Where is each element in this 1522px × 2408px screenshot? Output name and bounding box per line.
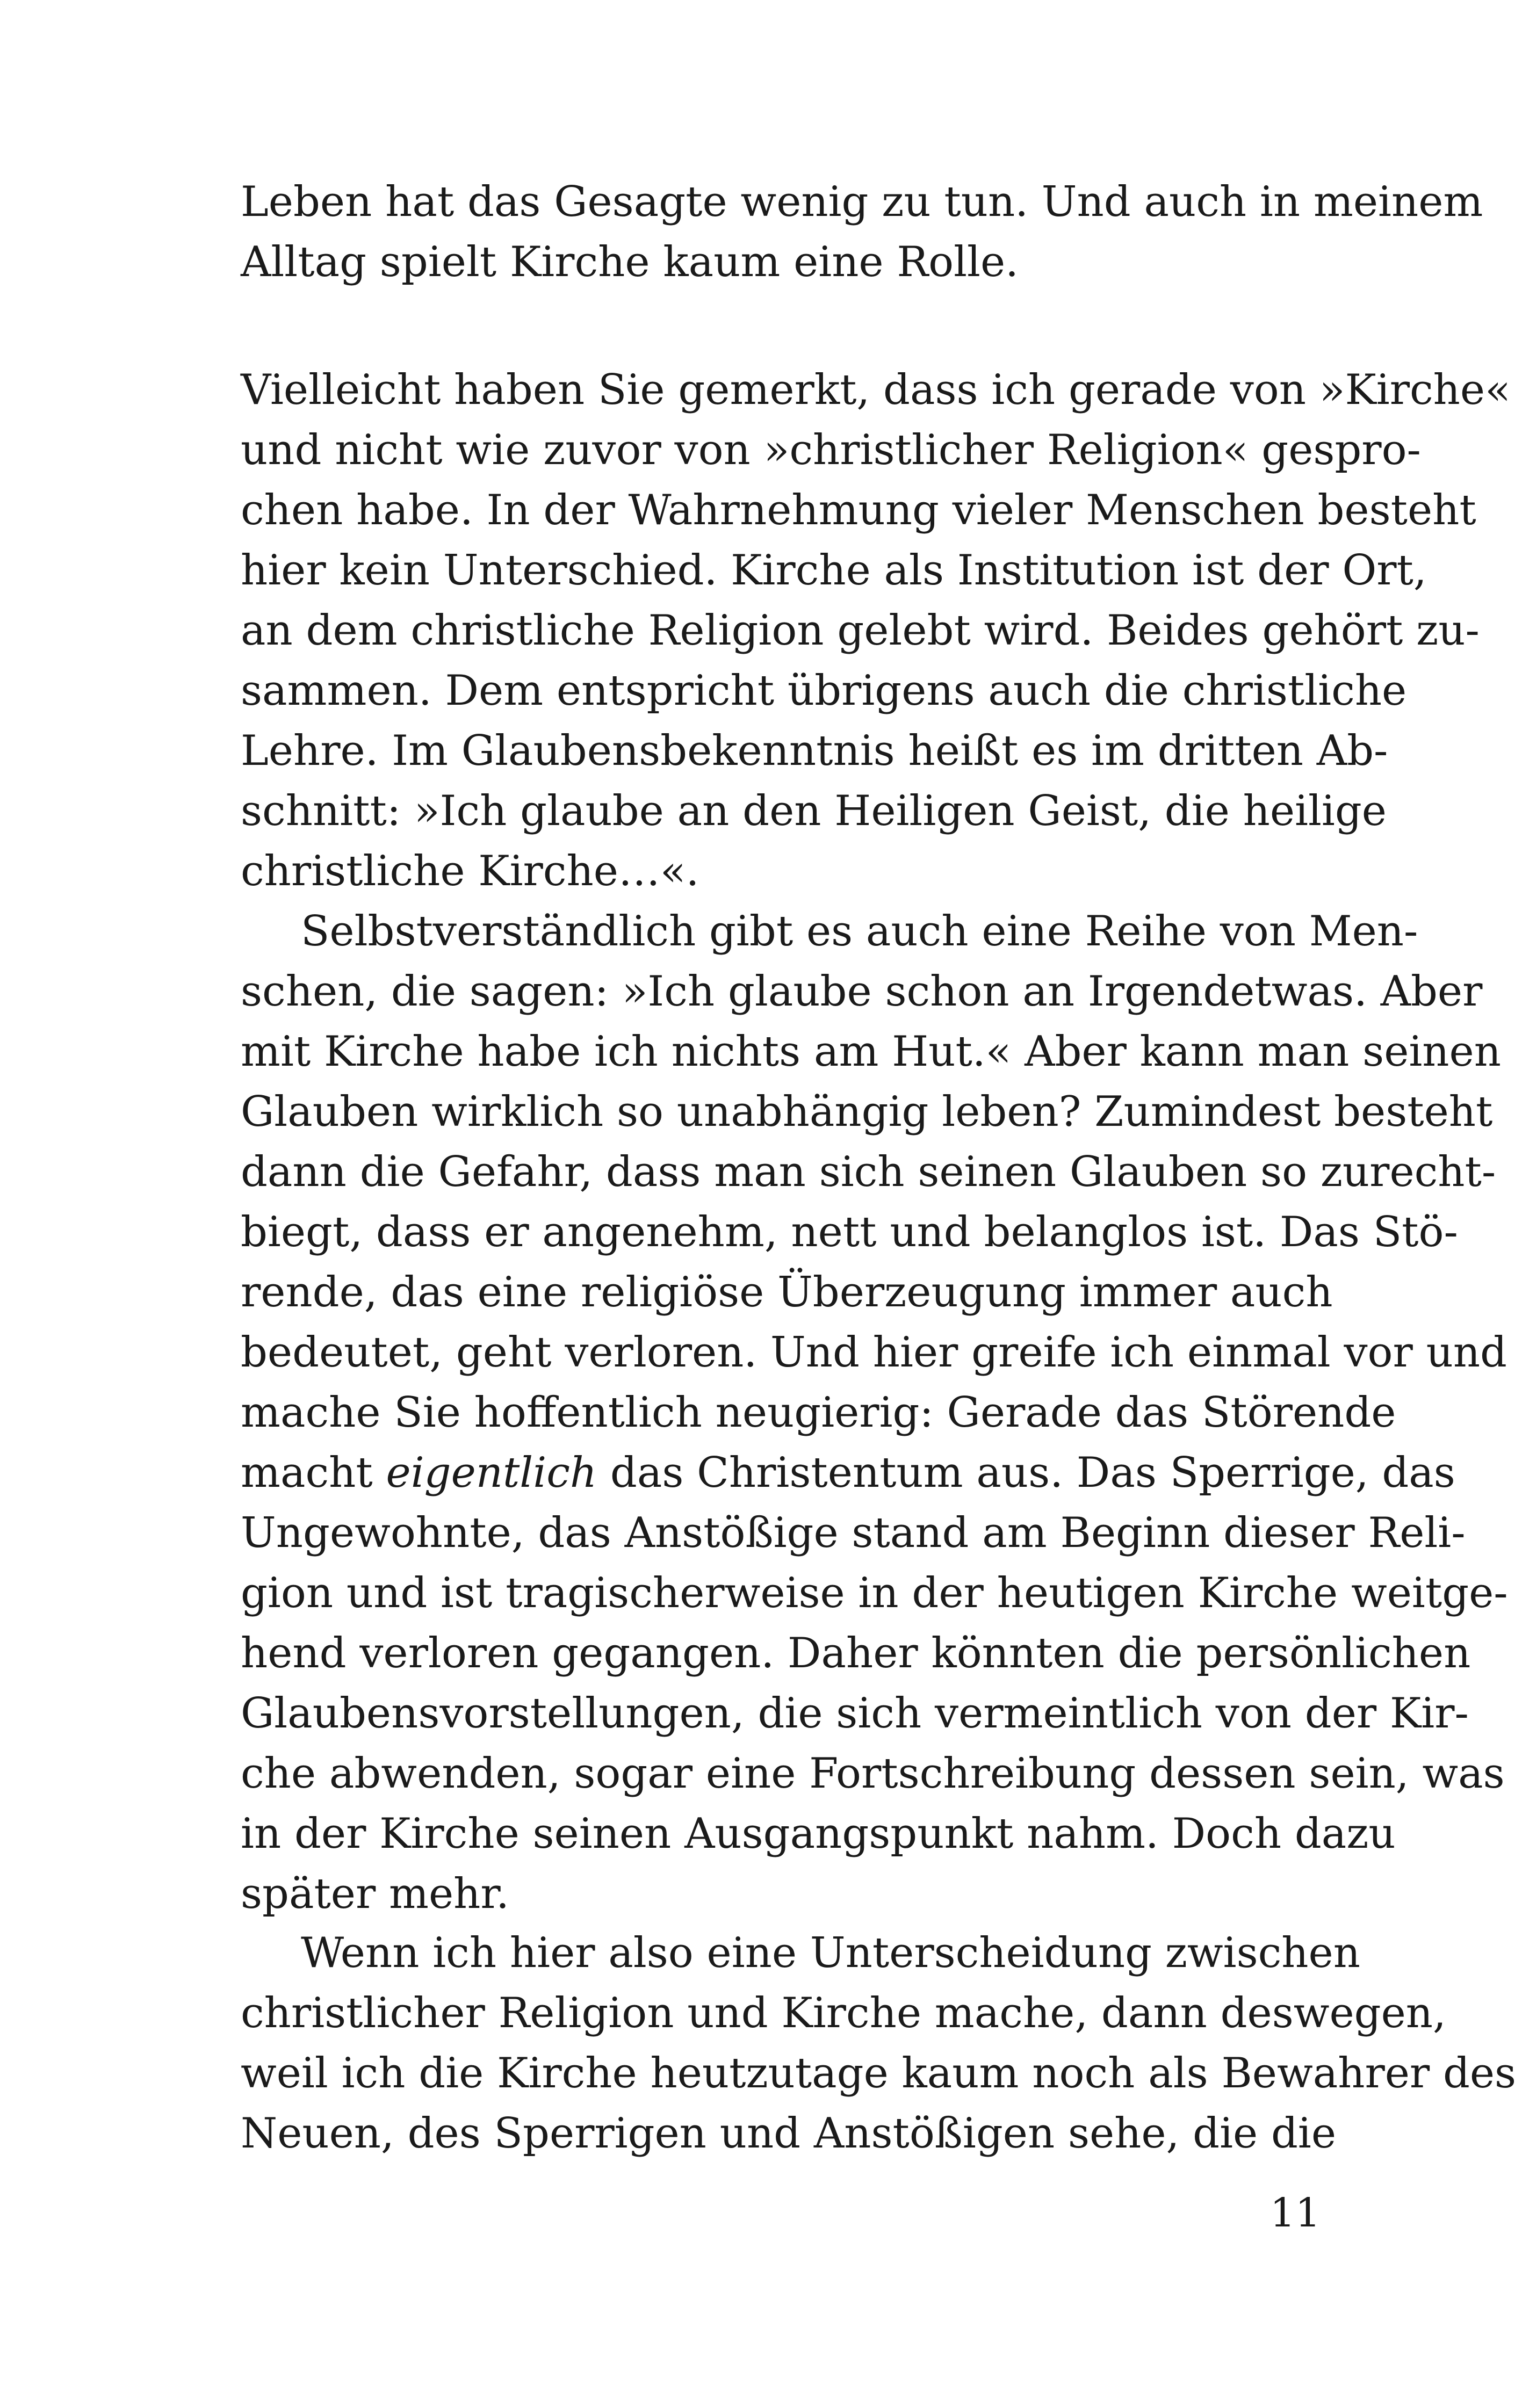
- text-line: mache Sie hoffentlich neugierig: Gerade das Störende: [241, 1389, 1396, 1437]
- text-line: Wenn ich hier also eine Unterscheidung zwischen: [301, 1929, 1360, 1977]
- text-line: später mehr.: [241, 1870, 509, 1918]
- text-line: Neuen, des Sperrigen und Anstößigen sehe, die die: [241, 2109, 1337, 2158]
- text-line: Glauben wirklich so unabhängig leben? Zumindest besteht: [241, 1088, 1493, 1136]
- paragraph: [241, 901, 1508, 1924]
- text-line: Leben hat das Gesagte wenig zu tun. Und auch in meinem: [241, 178, 1483, 226]
- text-line: chen habe. In der Wahrnehmung vieler Menschen besteht: [241, 486, 1476, 534]
- text-line: bedeutet, geht verloren. Und hier greife ich einmal vor und: [241, 1328, 1507, 1377]
- text-line: che abwenden, sogar eine Fortschreibung dessen sein, was: [241, 1749, 1505, 1798]
- text-line: sammen. Dem entspricht übrigens auch die christliche: [241, 667, 1407, 715]
- text-line: dann die Gefahr, dass man sich seinen Glauben so zurecht-: [241, 1148, 1496, 1196]
- paragraph: [241, 360, 1511, 901]
- text-line: Lehre. Im Glaubensbekenntnis heißt es im dritten Ab-: [241, 727, 1388, 775]
- text-line: mit Kirche habe ich nichts am Hut.« Aber kann man seinen: [241, 1028, 1501, 1076]
- text-segment: das Christentum aus. Das Sperrige, das: [597, 1449, 1455, 1497]
- text-line: an dem christliche Religion gelebt wird. Beides gehört zu-: [241, 606, 1480, 655]
- text-line: hier kein Unterschied. Kirche als Institution ist der Ort,: [241, 546, 1427, 595]
- text-line: schen, die sagen: »Ich glaube schon an Irgendetwas. Aber: [241, 967, 1483, 1016]
- text-line: Glaubensvorstellungen, die sich vermeintlich von der Kir-: [241, 1689, 1469, 1738]
- text-line: in der Kirche seinen Ausgangspunkt nahm. Doch dazu: [241, 1810, 1396, 1858]
- text-line: Ungewohnte, das Anstößige stand am Beginn dieser Reli-: [241, 1509, 1466, 1557]
- text-line: Vielleicht haben Sie gemerkt, dass ich gerade von »Kirche«: [241, 366, 1511, 414]
- text-line: weil ich die Kirche heutzutage kaum noch als Bewahrer des: [241, 2049, 1517, 2098]
- paragraph: [241, 1923, 1517, 2164]
- text-line: hend verloren gegangen. Daher könnten die persönlichen: [241, 1629, 1471, 1677]
- page-number: 11: [1269, 2190, 1321, 2236]
- text-line: Selbstverständlich gibt es auch eine Reihe von Men-: [301, 907, 1418, 956]
- carryover-text: [241, 172, 1483, 292]
- text-line: gion und ist tragischerweise in der heutigen Kirche weitge-: [241, 1569, 1508, 1617]
- text-line: christlicher Religion und Kirche mache, dann deswegen,: [241, 1989, 1446, 2037]
- text-line-with-emphasis: [241, 1443, 1455, 1503]
- text-line: und nicht wie zuvor von »christlicher Religion« gespro-: [241, 426, 1421, 474]
- text-line: Alltag spielt Kirche kaum eine Rolle.: [241, 238, 1019, 286]
- emphasis-word: eigentlich: [386, 1449, 597, 1497]
- text-line: schnitt: »Ich glaube an den Heiligen Geist, die heilige: [241, 787, 1387, 835]
- text-line: rende, das eine religiöse Überzeugung immer auch: [241, 1268, 1333, 1317]
- text-line: christliche Kirche…«.: [241, 847, 699, 895]
- text-segment: macht: [241, 1449, 386, 1497]
- text-line: biegt, dass er angenehm, nett und belanglos ist. Das Stö-: [241, 1208, 1458, 1256]
